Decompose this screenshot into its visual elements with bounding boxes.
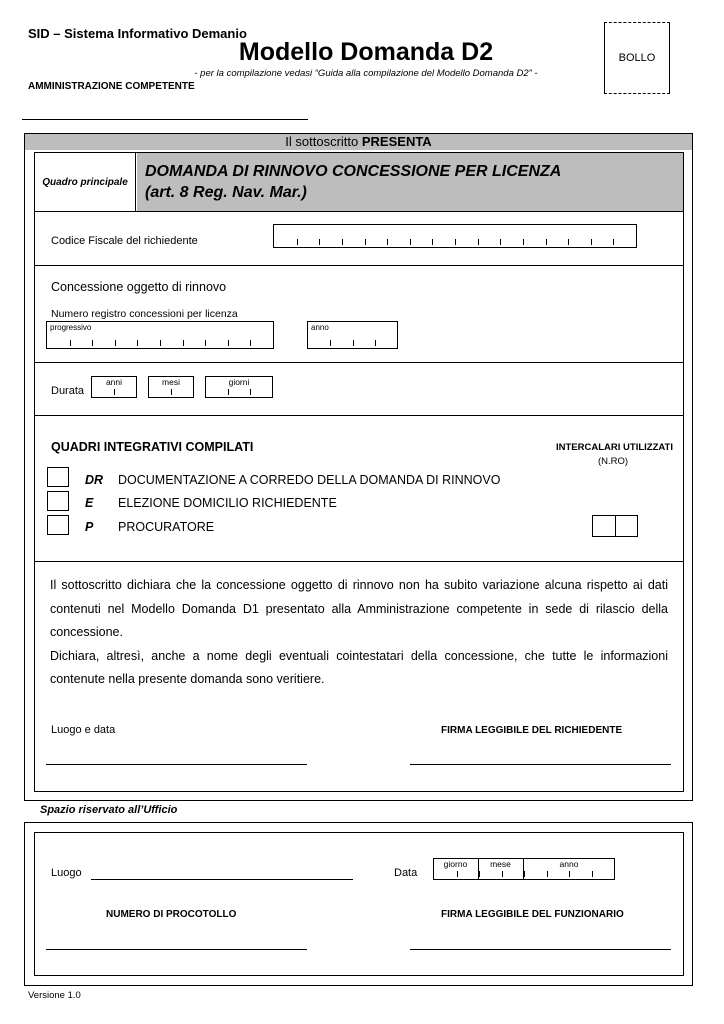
anno-caption: anno (311, 323, 329, 332)
char-cell[interactable] (455, 225, 478, 247)
char-cell[interactable] (183, 322, 206, 348)
section-divider (34, 415, 684, 416)
char-cell[interactable] (478, 225, 501, 247)
char-cell[interactable] (546, 225, 569, 247)
intercalari-input[interactable] (592, 515, 638, 537)
quadro-title-line2: (art. 8 Reg. Nav. Mar.) (145, 184, 307, 201)
office-inner-frame (34, 832, 684, 976)
office-luogo-label: Luogo (51, 867, 82, 879)
version-label: Versione 1.0 (28, 990, 81, 1001)
presenta-prefix: Il sottoscritto (285, 134, 362, 149)
firma-funzionario-line[interactable] (410, 949, 671, 950)
section-divider (34, 561, 684, 562)
p-checkbox[interactable] (47, 515, 69, 535)
section-divider (34, 211, 684, 212)
protocollo-label: NUMERO DI PROCOTOLLO (106, 909, 237, 920)
durata-mesi-input[interactable] (148, 376, 194, 398)
dr-checkbox[interactable] (47, 467, 69, 487)
char-cell[interactable] (47, 322, 70, 348)
giorni-caption: giorni (228, 377, 250, 387)
char-cell[interactable] (353, 322, 375, 348)
char-cell[interactable] (115, 322, 138, 348)
section-divider (34, 265, 684, 266)
char-cell[interactable] (342, 225, 365, 247)
dr-label: DOCUMENTAZIONE A CORREDO DELLA DOMANDA DI RINNOVO (118, 473, 501, 487)
char-cell[interactable] (613, 225, 636, 247)
bollo-label: BOLLO (618, 52, 656, 64)
e-checkbox[interactable] (47, 491, 69, 511)
declaration-paragraph-2: Dichiara, altresì, anche a nome degli eventuali cointestatari della concessione, che tutte le informazioni contenute nella presente domanda sono veritiere. (50, 648, 668, 686)
inner-frame (34, 152, 684, 792)
concessione-title: Concessione oggetto di rinnovo (51, 280, 227, 294)
mesi-caption: mesi (162, 377, 180, 387)
char-cell[interactable] (250, 322, 273, 348)
quadro-principale-title (137, 153, 683, 211)
declaration (50, 574, 668, 692)
admin-input-line[interactable] (22, 119, 308, 120)
office-data-label: Data (394, 867, 418, 879)
durata-anni-input[interactable] (91, 376, 137, 398)
durata-giorni-input[interactable] (205, 376, 273, 398)
quadro-principale-label: Quadro principale (35, 153, 136, 211)
office-title: Spazio riservato all’Ufficio (40, 804, 178, 816)
registro-label: Numero registro concessioni per licenza (51, 308, 238, 320)
luogo-data-line[interactable] (46, 764, 307, 765)
char-cell[interactable] (591, 225, 614, 247)
char-cell[interactable] (205, 322, 228, 348)
e-code: E (85, 496, 94, 510)
char-cell[interactable] (432, 225, 455, 247)
system-title: SID – Sistema Informativo Demanio (28, 26, 247, 41)
intercalari-title: INTERCALARI UTILIZZATI (556, 442, 673, 453)
dr-code: DR (85, 473, 104, 487)
char-cell[interactable] (500, 225, 523, 247)
progressivo-input[interactable] (46, 321, 274, 349)
p-code: P (85, 520, 94, 534)
firma-richiedente-line[interactable] (410, 764, 671, 765)
char-cell[interactable] (365, 225, 388, 247)
office-luogo-line[interactable] (91, 879, 353, 880)
luogo-data-label: Luogo e data (51, 724, 116, 736)
char-cell[interactable] (523, 225, 546, 247)
codice-fiscale-input[interactable] (273, 224, 637, 248)
durata-label: Durata (51, 385, 85, 397)
section-divider (34, 362, 684, 363)
anno-caption-office: anno (559, 859, 579, 869)
char-cell[interactable] (387, 225, 410, 247)
char-cell[interactable] (228, 322, 251, 348)
e-label: ELEZIONE DOMICILIO RICHIEDENTE (118, 496, 337, 510)
char-cell[interactable] (330, 322, 352, 348)
codice-fiscale-label: Codice Fiscale del richiedente (51, 235, 198, 247)
bollo-stamp-box (604, 22, 670, 94)
document-title: Modello Domanda D2 (238, 38, 494, 66)
char-cell[interactable] (160, 322, 183, 348)
char-cell[interactable] (70, 322, 93, 348)
quadri-title: QUADRI INTEGRATIVI COMPILATI (51, 440, 254, 454)
char-cell[interactable] (308, 322, 330, 348)
guide-note: - per la compilazione vedasi “Guida alla compilazione del Modello Domanda D2” - (194, 68, 538, 79)
char-cell[interactable] (137, 322, 160, 348)
quadro-title-line1: DOMANDA DI RINNOVO CONCESSIONE PER LICENZA (145, 163, 562, 180)
firma-richiedente-label: FIRMA LEGGIBILE DEL RICHIEDENTE (441, 725, 623, 736)
char-cell[interactable] (297, 225, 320, 247)
char-cell[interactable] (568, 225, 591, 247)
char-cell[interactable] (274, 225, 297, 247)
anni-caption: anni (105, 377, 123, 387)
declaration-paragraph-1: Il sottoscritto dichiara che la concessione oggetto di rinnovo non ha subito variazione alcuna rispetto ai dati contenuti nel Modello Domanda D1 presentato alla Amministrazione competente in sede di rilascio della concessione. (50, 578, 668, 639)
char-cell[interactable] (92, 322, 115, 348)
anno-input[interactable] (307, 321, 398, 349)
mese-caption: mese (490, 859, 511, 869)
presenta-bar (25, 134, 692, 150)
char-cell[interactable] (319, 225, 342, 247)
giorno-caption: giorno (443, 859, 468, 869)
intercalari-subtitle: (N.RO) (598, 456, 629, 467)
presenta-bold: PRESENTA (361, 134, 432, 149)
protocollo-line[interactable] (46, 949, 307, 950)
progressivo-caption: progressivo (50, 323, 92, 332)
admin-label: AMMINISTRAZIONE COMPETENTE (28, 81, 195, 92)
char-cell[interactable] (375, 322, 397, 348)
firma-funzionario-label: FIRMA LEGGIBILE DEL FUNZIONARIO (441, 909, 624, 920)
char-cell[interactable] (410, 225, 433, 247)
office-date-input[interactable] (433, 858, 615, 880)
p-label: PROCURATORE (118, 520, 215, 534)
